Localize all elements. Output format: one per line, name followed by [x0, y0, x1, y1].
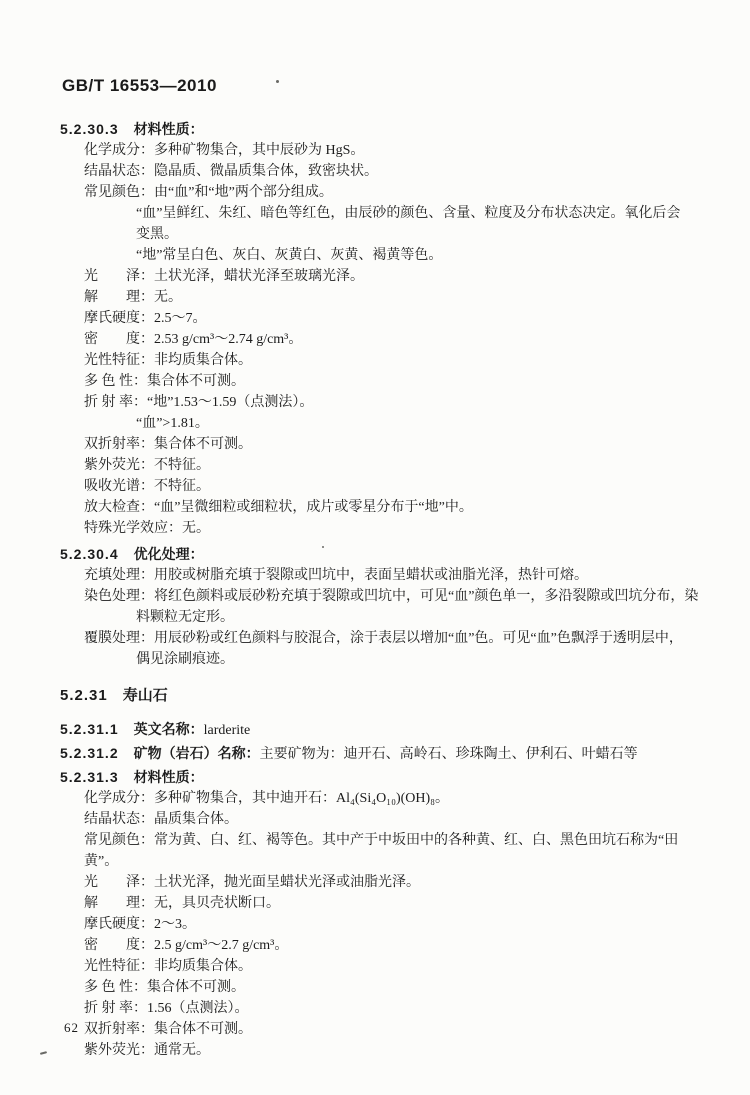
clause-5-2-31-3 — [60, 767, 708, 1061]
page-number: 62 — [64, 1020, 79, 1035]
property-line: 摩氏硬度：2.5～7。 — [84, 311, 207, 326]
continuation-line: 变黑。 — [136, 227, 178, 242]
clause-number: 5.2.31.3 — [60, 769, 119, 785]
continuation-line: “地”常呈白色、灰白、灰黄白、灰黄、褐黄等色。 — [136, 248, 443, 263]
clause-heading — [60, 767, 708, 788]
property-line: 折 射 率：“地”1.53～1.59（点测法）。 — [84, 395, 314, 410]
scan-speck — [40, 1051, 47, 1055]
clause-number: 5.2.30.4 — [60, 546, 119, 562]
standard-number-header: GB/T 16553—2010 — [62, 76, 217, 95]
property-line: 光性特征：非均质集合体。 — [84, 353, 252, 368]
clause-title: 材料性质： — [133, 769, 204, 785]
clause-inline-text: 主要矿物为：迪开石、高岭石、珍珠陶土、伊利石、叶蜡石等 — [259, 747, 638, 762]
document-body — [60, 119, 708, 1061]
continuation-line: “血”>1.81。 — [136, 416, 209, 431]
clause-inline-text: larderite — [203, 723, 251, 738]
continuation-line: 偶见涂刷痕迹。 — [136, 652, 234, 667]
clause-heading — [60, 685, 708, 706]
clause-heading — [60, 743, 708, 765]
clause-title: 优化处理： — [133, 546, 204, 562]
clause-number: 5.2.31.1 — [60, 721, 119, 737]
property-line: 放大检查：“血”呈微细粒或细粒状，成片或零星分布于“地”中。 — [84, 500, 473, 515]
property-line: 光性特征：非均质集合体。 — [84, 959, 252, 974]
continuation-line: 料颗粒无定形。 — [136, 610, 234, 625]
property-line: 染色处理：将红色颜料或辰砂粉充填于裂隙或凹坑中，可见“血”颜色单一，多沿裂隙或凹坑分布，染 — [84, 589, 699, 604]
clause-5-2-31 — [60, 685, 708, 706]
clause-heading — [60, 544, 708, 565]
property-line: 双折射率：集合体不可测。 — [84, 1022, 252, 1037]
property-line: 多 色 性：集合体不可测。 — [84, 374, 245, 389]
property-line: 化学成分：多种矿物集合，其中辰砂为 HgS。 — [84, 143, 365, 158]
clause-title: 材料性质： — [133, 121, 204, 137]
property-line: 覆膜处理：用辰砂粉或红色颜料与胶混合，涂于表层以增加“血”色。可见“血”色飘浮于透明层中， — [84, 631, 683, 646]
property-line: 解 理：无。 — [84, 290, 182, 305]
continuation-line: “血”呈鲜红、朱红、暗色等红色，由辰砂的颜色、含量、粒度及分布状态决定。氧化后会 — [136, 206, 681, 221]
property-line: 吸收光谱：不特征。 — [84, 479, 210, 494]
property-line: 多 色 性：集合体不可测。 — [84, 980, 245, 995]
clause-title: 矿物（岩石）名称： — [133, 745, 260, 761]
clause-title: 寿山石 — [122, 687, 168, 704]
property-line: 折 射 率：1.56（点测法）。 — [84, 1001, 249, 1016]
property-line: 结晶状态：晶质集合体。 — [84, 812, 238, 827]
property-line: 光 泽：土状光泽，抛光面呈蜡状光泽或油脂光泽。 — [84, 875, 420, 890]
property-line: 结晶状态：隐晶质、微晶质集合体，致密块状。 — [84, 164, 378, 179]
scan-speck — [322, 546, 324, 548]
clause-number: 5.2.30.3 — [60, 121, 119, 137]
property-line: 化学成分：多种矿物集合，其中迪开石：Al₄(Si₄O₁₀)(OH)₈。 — [84, 791, 450, 806]
clause-5-2-30-3 — [60, 119, 708, 539]
clause-5-2-31-1 — [60, 719, 708, 741]
clause-number: 5.2.31.2 — [60, 745, 119, 761]
property-line: 紫外荧光：不特征。 — [84, 458, 210, 473]
property-line: 光 泽：土状光泽，蜡状光泽至玻璃光泽。 — [84, 269, 364, 284]
property-line: 充填处理：用胶或树脂充填于裂隙或凹坑中，表面呈蜡状或油脂光泽，热针可熔。 — [84, 568, 588, 583]
property-line: 特殊光学效应：无。 — [84, 521, 210, 536]
property-line: 双折射率：集合体不可测。 — [84, 437, 252, 452]
property-line: 常见颜色：由“血”和“地”两个部分组成。 — [84, 185, 333, 200]
clause-heading — [60, 719, 708, 741]
clause-5-2-30-4 — [60, 544, 708, 670]
property-line: 密 度：2.53 g/cm³～2.74 g/cm³。 — [84, 332, 303, 347]
clause-number: 5.2.31 — [60, 687, 108, 704]
clause-5-2-31-2 — [60, 743, 708, 765]
property-line: 常见颜色：常为黄、白、红、褐等色。其中产于中坂田中的各种黄、红、白、黑色田坑石称为“田黄”。 — [84, 833, 679, 869]
clause-heading — [60, 119, 708, 140]
property-line: 密 度：2.5 g/cm³～2.7 g/cm³。 — [84, 938, 289, 953]
clause-title: 英文名称： — [133, 721, 204, 737]
property-line: 紫外荧光：通常无。 — [84, 1043, 210, 1058]
property-line: 摩氏硬度：2～3。 — [84, 917, 196, 932]
scan-speck — [276, 80, 279, 83]
property-line: 解 理：无，具贝壳状断口。 — [84, 896, 280, 911]
